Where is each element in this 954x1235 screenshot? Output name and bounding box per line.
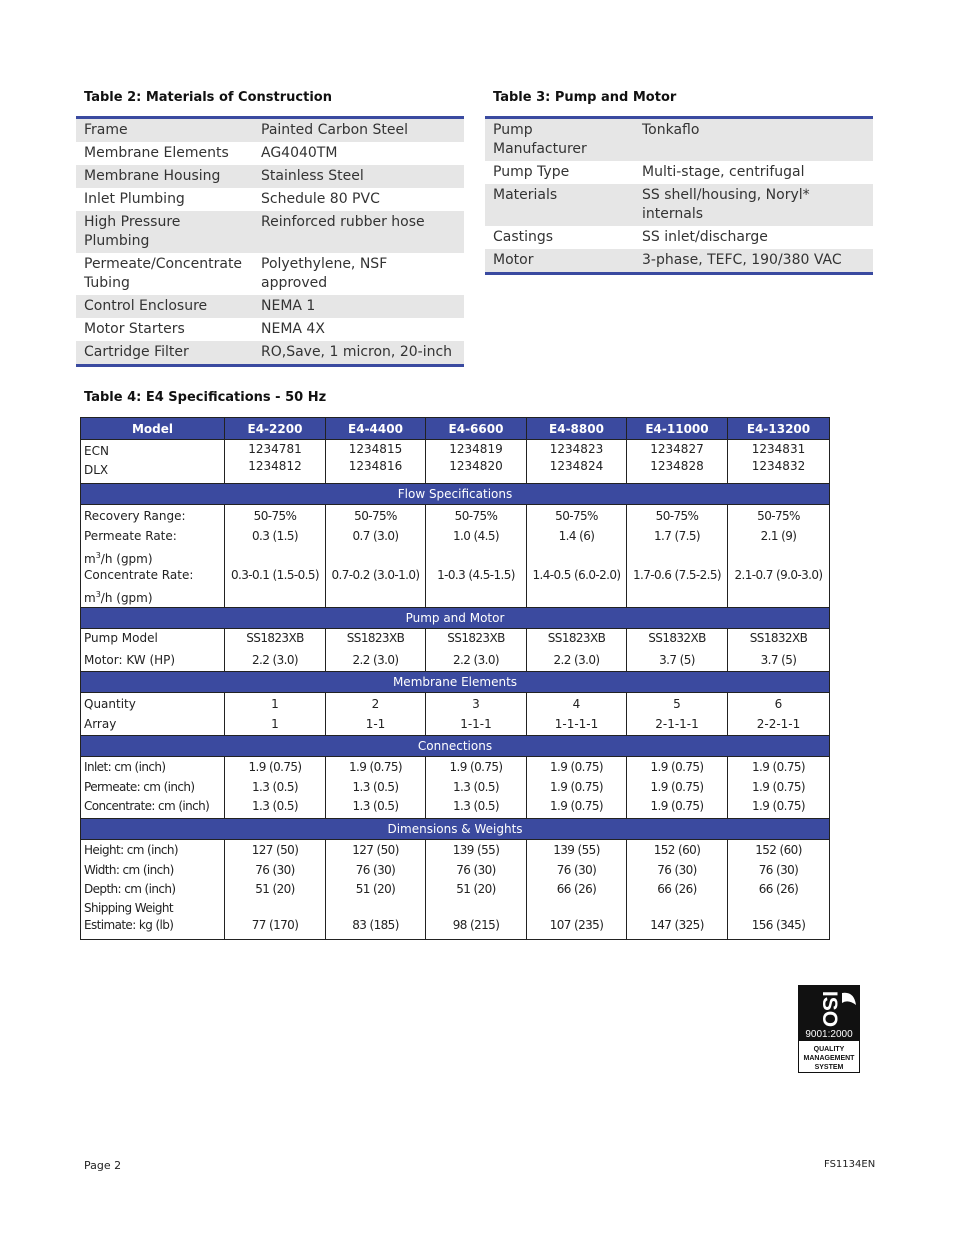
inlet-value: 1.9 (0.75) [650,760,704,774]
width-label: Width: cm (inch) [84,862,174,877]
ecn-value: 1234831 [751,442,806,456]
conc-conn-value: 1.9 (0.75) [650,799,704,813]
ecn-value: 1234823 [549,442,604,456]
quantity-value: 1 [271,697,279,711]
pump-model-value: SS1823XB [346,631,405,645]
ecn-value: 1234815 [348,442,403,456]
flow-row [81,505,830,608]
height-label: Height: cm (inch) [84,843,178,857]
table3-title: Table 3: Pump and Motor [493,90,677,105]
material-value: AG4040TM [261,145,338,161]
recovery-value: 50-75% [655,509,699,523]
width-value: 76 (30) [255,862,295,877]
svg-text:MANAGEMENT: MANAGEMENT [803,1055,855,1062]
height-value: 152 (60) [653,843,701,857]
connections-row [81,757,830,819]
material-row [76,188,464,211]
value-cell [527,840,627,940]
width-value: 76 (30) [556,862,597,877]
height-value: 139 (55) [553,843,600,857]
array-label: Array [84,716,117,731]
material-label: Membrane Housing [76,165,253,188]
header-model-5: E4-11000 [627,418,728,440]
value-cell [728,505,830,608]
depth-label: Depth: cm (inch) [84,882,176,896]
table4-title: Table 4: E4 Specifications - 50 Hz [84,390,327,405]
-value [627,546,727,566]
height-value: 127 (50) [352,843,399,857]
section-connections: Connections [81,736,830,757]
motor-kw-value: 2.2 (3.0) [352,652,399,667]
material-label: Frame [76,118,253,143]
pump-spec-label: Materials [485,184,634,226]
table2-title: Table 2: Materials of Construction [84,90,332,105]
quantity-value: 4 [572,697,581,711]
array-value: 2-1-1-1 [655,716,699,731]
material-row [76,253,464,295]
dlx-value: 1234812 [248,459,302,473]
ecn-value: 1234781 [248,442,302,456]
width-value: 76 (30) [758,862,799,877]
inlet-value: 1.9 (0.75) [349,760,402,774]
quantity-value: 3 [472,697,480,711]
material-label: Motor Starters [84,321,185,337]
-value [527,900,626,917]
pump-spec-row [485,161,873,184]
permeate-conn-label: Permeate: cm (inch) [84,779,195,794]
value-cell [225,505,326,608]
ecn-value: 1234827 [650,442,704,456]
pump-section-row [81,608,830,629]
id-cell [728,440,830,484]
value-cell [627,840,728,940]
depth-value: 66 (26) [556,882,597,896]
value-cell [728,693,830,736]
motor-kw-value: 2.2 (3.0) [252,652,298,667]
header-model-2: E4-4400 [326,418,426,440]
concentrate-value: 2.1-0.7 (9.0-3.0) [734,567,823,582]
-value [225,900,325,917]
depth-value: 51 (20) [456,882,496,896]
header-model-4: E4-8800 [527,418,627,440]
inlet-value: 1.9 (0.75) [449,760,503,774]
dims-section-row [81,819,830,840]
material-label: Inlet Plumbing [84,191,185,207]
pump-motor-table [485,116,873,275]
width-value: 76 (30) [355,862,396,877]
value-cell [728,840,830,940]
material-value: NEMA 4X [261,321,325,337]
perm-conn-value: 1.3 (0.5) [453,779,499,794]
material-row [76,165,464,188]
conc-conn-value: 1.3 (0.5) [252,799,298,813]
pump-spec-value: SS inlet/discharge [642,229,768,245]
permeate-value: 2.1 (9) [760,528,797,543]
membrane-section-row [81,672,830,693]
id-cell [627,440,728,484]
header-model-3: E4-6600 [426,418,527,440]
array-value: 1 [271,716,279,731]
quantity-value: 2 [371,697,380,711]
perm-conn-value: 1.9 (0.75) [550,779,603,794]
value-cell [225,629,326,672]
pump-spec-row [485,226,873,249]
-value [225,546,325,566]
permeate-value: 0.7 (3.0) [352,528,399,543]
inlet-value: 1.9 (0.75) [248,760,302,774]
motor-kw-value: 3.7 (5) [760,652,797,667]
conc-conn-value: 1.3 (0.5) [352,799,399,813]
value-cell [225,693,326,736]
value-cell [527,693,627,736]
depth-value: 66 (26) [758,882,799,896]
dlx-label: DLX [84,462,109,477]
value-cell [426,757,527,819]
recovery-value: 50-75% [757,509,800,523]
array-value: 1-1 [365,716,386,731]
material-value: Schedule 80 PVC [261,191,380,207]
material-row [76,142,464,165]
array-value: 2-2-1-1 [756,716,801,731]
quantity-value: 5 [673,697,681,711]
-value [426,900,526,917]
specifications-table [80,417,830,940]
height-value: 152 (60) [755,843,802,857]
permeate-unit-label: $m^3/h$ (gpm) [84,551,153,566]
pump-spec-value: Tonkaflo [634,118,873,162]
array-value: 1-1-1-1 [554,716,599,731]
width-value: 76 (30) [657,862,697,877]
value-cell [728,629,830,672]
weight-value: 83 (185) [352,917,399,932]
-value [627,900,727,917]
value-cell [728,757,830,819]
section-membrane-elements: Membrane Elements [81,672,830,693]
value-cell [527,505,627,608]
iso-mark: ISO [818,990,841,1028]
value-cell [326,840,426,940]
document-code: FS1134EN [824,1159,876,1170]
perm-conn-value: 1.9 (0.75) [650,779,704,794]
dlx-value: 1234824 [549,459,604,473]
pump-row [81,629,830,672]
ecn-value: 1234819 [449,442,503,456]
membrane-labels [81,693,225,736]
material-row [76,211,464,253]
material-row [76,318,464,341]
section-flow-specifications: Flow Specifications [81,484,830,505]
materials-table [76,116,464,367]
-value [326,900,425,917]
depth-value: 51 (20) [355,882,396,896]
array-value: 1-1-1 [460,716,492,731]
pump-spec-row [485,184,873,226]
value-cell [426,840,527,940]
dlx-value: 1234816 [348,459,403,473]
weight-value: 98 (215) [452,917,500,932]
quantity-value: 6 [774,697,783,711]
shipping-weight-label-2: Estimate: kg (lb) [84,917,174,932]
concentrate-value: 1.7-0.6 (7.5-2.5) [633,567,721,582]
iso-standard: 9001:2000 [805,1029,853,1040]
motor-kw-value: 3.7 (5) [659,652,695,667]
pump-spec-row [485,249,873,274]
value-cell [225,757,326,819]
-value [728,900,829,917]
perm-conn-value: 1.3 (0.5) [252,779,298,794]
inlet-value: 1.9 (0.75) [550,760,603,774]
pump-spec-label: Motor [485,249,634,274]
material-value: RO,Save, 1 micron, 20-inch [253,341,464,366]
pump-model-label: Pump Model [84,631,158,645]
weight-value: 147 (325) [650,917,704,932]
permeate-value: 1.4 (6) [558,528,595,543]
motor-kw-label: Motor: KW (HP) [84,652,176,667]
pump-labels [81,629,225,672]
header-model: Model [81,418,225,440]
connections-section-row [81,736,830,757]
pump-spec-label: Pump Manufacturer [485,118,634,162]
dlx-value: 1234832 [751,459,806,473]
pump-spec-value: SS shell/housing, Noryl* internals [634,184,873,226]
width-value: 76 (30) [456,862,496,877]
membrane-row [81,693,830,736]
pump-model-value: SS1832XB [648,631,706,645]
value-cell [326,757,426,819]
height-value: 127 (50) [251,843,299,857]
flow-section-row [81,484,830,505]
depth-value: 51 (20) [255,882,295,896]
material-value: Reinforced rubber hose [253,211,464,253]
concentrate-value: 1.4-0.5 (6.0-2.0) [532,567,621,582]
permeate-value: 1.7 (7.5) [654,528,700,543]
pump-model-value: SS1823XB [447,631,505,645]
-value [527,546,626,566]
section-pump-and-motor: Pump and Motor [81,608,830,629]
pump-model-value: SS1823XB [246,631,304,645]
recovery-value: 50-75% [555,509,598,523]
id-row [81,440,830,484]
pump-spec-label: Castings [493,229,554,245]
id-cell [326,440,426,484]
perm-conn-value: 1.9 (0.75) [752,779,805,794]
motor-kw-value: 2.2 (3.0) [453,652,499,667]
value-cell [426,693,527,736]
id-cell [426,440,527,484]
-value [728,546,829,566]
value-cell [426,629,527,672]
concentrate-conn-label: Concentrate: cm (inch) [84,799,210,813]
value-cell [627,505,728,608]
concentrate-value: 1-0.3 (4.5-1.5) [437,567,515,582]
dlx-value: 1234828 [650,459,704,473]
weight-value: 77 (170) [251,917,299,932]
material-row [76,118,464,143]
permeate-value: 1.0 (4.5) [453,528,499,543]
recovery-value: 50-75% [454,509,498,523]
recovery-value: 50-75% [354,509,397,523]
section-dimensions-weights: Dimensions & Weights [81,819,830,840]
weight-value: 107 (235) [549,917,604,932]
header-model-6: E4-13200 [728,418,830,440]
pump-spec-value: 3-phase, TEFC, 190/380 VAC [634,249,873,274]
conc-conn-value: 1.9 (0.75) [752,799,805,813]
pump-spec-label: Pump Type [493,164,570,180]
recovery-label: Recovery Range: [84,509,186,523]
inlet-label: Inlet: cm (inch) [84,760,166,774]
conc-conn-value: 1.3 (0.5) [453,799,499,813]
pump-spec-row [485,118,873,162]
quantity-label: Quantity [84,697,136,711]
inlet-value: 1.9 (0.75) [752,760,805,774]
-value [426,546,526,566]
dimensions-row [81,840,830,940]
concentrate-unit-label: $m^3/h$ (gpm) [84,590,153,605]
material-value: Polyethylene, NSF approved [261,256,388,291]
concentrate-value: 0.7-0.2 (3.0-1.0) [331,567,420,582]
perm-conn-value: 1.3 (0.5) [352,779,399,794]
value-cell [627,629,728,672]
id-cell [527,440,627,484]
material-value: Stainless Steel [253,165,464,188]
material-label: High Pressure Plumbing [76,211,253,253]
connection-labels [81,757,225,819]
material-label: Control Enclosure [76,295,253,318]
id-cell [225,440,326,484]
flow-labels [81,505,225,608]
value-cell [426,505,527,608]
id-labels [81,440,225,484]
value-cell [627,757,728,819]
material-value: NEMA 1 [253,295,464,318]
value-cell [326,629,426,672]
value-cell [527,629,627,672]
value-cell [527,757,627,819]
material-label: Cartridge Filter [76,341,253,366]
material-value: Painted Carbon Steel [253,118,464,143]
header-row [81,418,830,440]
svg-text:QUALITY: QUALITY [813,1046,845,1053]
permeate-rate-label: Permeate Rate: [84,528,177,543]
material-label: Permeate/Concentrate Tubing [84,256,243,291]
ecn-label: ECN [84,444,109,458]
page-number: Page 2 [84,1159,122,1172]
material-row [76,295,464,318]
value-cell [627,693,728,736]
dlx-value: 1234820 [449,459,503,473]
pump-model-value: SS1832XB [749,631,808,645]
material-row [76,341,464,366]
iso-9001-logo [798,985,860,1073]
pump-model-value: SS1823XB [547,631,606,645]
concentrate-value: 0.3-0.1 (1.5-0.5) [231,567,319,582]
svg-text:SYSTEM: SYSTEM [814,1064,844,1071]
conc-conn-value: 1.9 (0.75) [550,799,603,813]
header-model-1: E4-2200 [225,418,326,440]
motor-kw-value: 2.2 (3.0) [553,652,600,667]
depth-value: 66 (26) [657,882,697,896]
shipping-weight-label-1: Shipping Weight [84,900,173,915]
permeate-value: 0.3 (1.5) [252,528,298,543]
concentrate-rate-label: Concentrate Rate: [84,567,194,582]
-value [326,546,425,566]
pump-spec-value: Multi-stage, centrifugal [642,164,805,180]
weight-value: 156 (345) [751,917,806,932]
dimension-labels [81,840,225,940]
value-cell [326,505,426,608]
value-cell [225,840,326,940]
value-cell [326,693,426,736]
material-label: Membrane Elements [84,145,229,161]
recovery-value: 50-75% [253,509,297,523]
height-value: 139 (55) [452,843,500,857]
